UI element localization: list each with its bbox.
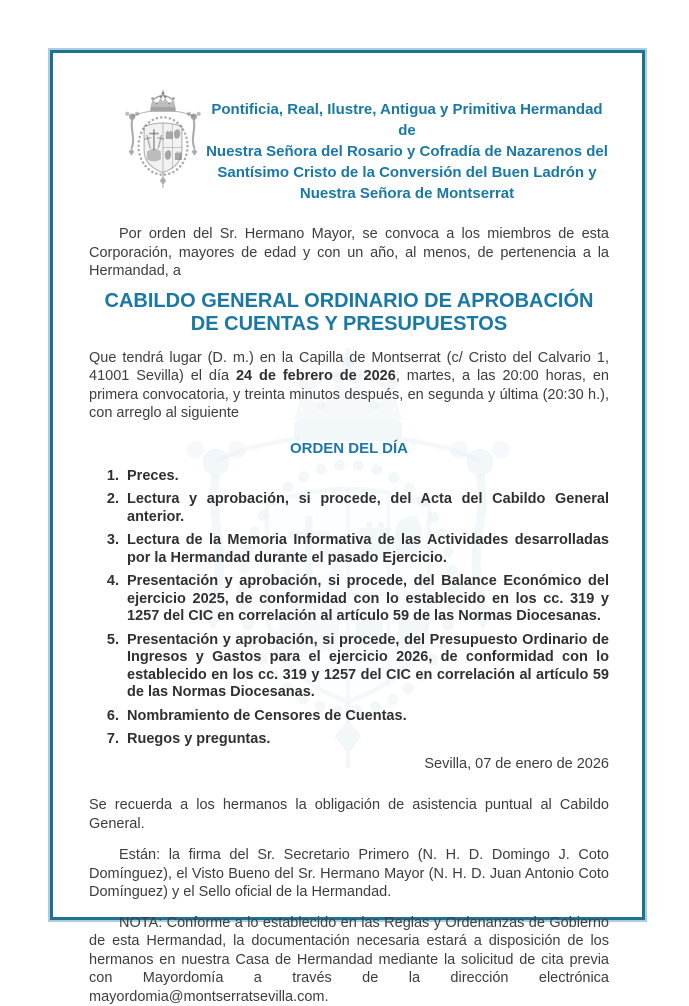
intro-paragraph: Por orden del Sr. Hermano Mayor, se convoca a los miembros de esta Corporación, mayores de edad y con un año, al menos, de pertenencia a la Hermandad, a — [89, 225, 609, 281]
org-name-line: Nuestra Señora del Rosario y Cofradía de Nazarenos del — [205, 141, 609, 162]
signatures-paragraph: Están: la firma del Sr. Secretario Primero (N. H. D. Domingo J. Coto Domínguez), el Visto Bueno del Sr. Hermano Mayor (N. H. D. Juan Antonio Coto Domínguez) y el Sello oficial de la Hermandad. — [89, 846, 609, 902]
note-paragraph: NOTA: Conforme a lo establecido en las Reglas y Ordenanzas de Gobierno de esta Hermandad, la documentación necesaria estará a disposición de los hermanos en nuestra Casa de Hermandad mediante la solicitud de cita previa con Mayordomía a través de la dirección electrónica mayordomia@montserratsevilla.com. — [89, 914, 609, 1006]
agenda-item: 2. Lectura y aprobación, si procede, del Acta del Cabildo General anterior. — [123, 491, 609, 526]
document-title-line: CABILDO GENERAL ORDINARIO DE APROBACIÓN — [89, 290, 609, 313]
agenda-item: 6. Nombramiento de Censores de Cuentas. — [123, 708, 609, 726]
details-text-before: Que tendrá lugar (D. m.) en la Capilla de Montserrat (c/ Cristo del Calvario 1, 41001 Sevilla) el día — [89, 350, 609, 385]
agenda-item: 7. Ruegos y preguntas. — [123, 731, 609, 749]
reminder-paragraph: Se recuerda a los hermanos la obligación de asistencia puntual al Cabildo General. — [89, 796, 609, 833]
page-border — [50, 50, 645, 920]
meeting-date: 24 de febrero de 2026 — [236, 368, 396, 384]
document-title — [89, 290, 609, 336]
document-title-line: DE CUENTAS Y PRESUPUESTOS — [89, 313, 609, 336]
agenda-item: 3. Lectura de la Memoria Informativa de las Actividades desarrolladas por la Hermandad durante el pasado Ejercicio. — [123, 532, 609, 567]
agenda-list — [89, 468, 609, 749]
agenda-item: 1. Preces. — [123, 468, 609, 486]
org-name-line: Pontificia, Real, Ilustre, Antigua y Primitiva Hermandad de — [205, 99, 609, 141]
agenda-item: 5. Presentación y aprobación, si procede, del Presupuesto Ordinario de Ingresos y Gastos para el ejercicio 2026, de conformidad con lo establecido en los cc. 319 y 1257 del CIC en correlación al artículo 59 de las Normas Diocesanas. — [123, 632, 609, 702]
org-name-line: Nuestra Señora de Montserrat — [205, 183, 609, 204]
details-text-after: , martes, a las 20:00 horas, en primera convocatoria, y treinta minutos después, en segunda y última (20:30 h.), con arreglo al siguiente — [89, 368, 609, 421]
document-content — [53, 53, 642, 917]
agenda-heading: ORDEN DEL DÍA — [89, 438, 609, 459]
org-name-line: Santísimo Cristo de la Conversión del Buen Ladrón y — [205, 162, 609, 183]
meeting-details-paragraph — [89, 349, 609, 423]
coat-of-arms-icon — [121, 90, 205, 188]
org-name — [205, 90, 609, 204]
document-header — [89, 90, 609, 204]
agenda-item: 4. Presentación y aprobación, si procede, del Balance Económico del ejercicio 2025, de conformidad con lo establecido en los cc. 319 y 1257 del CIC en correlación al artículo 59 de las Normas Diocesanas. — [123, 573, 609, 626]
dateline: Sevilla, 07 de enero de 2026 — [89, 755, 609, 774]
